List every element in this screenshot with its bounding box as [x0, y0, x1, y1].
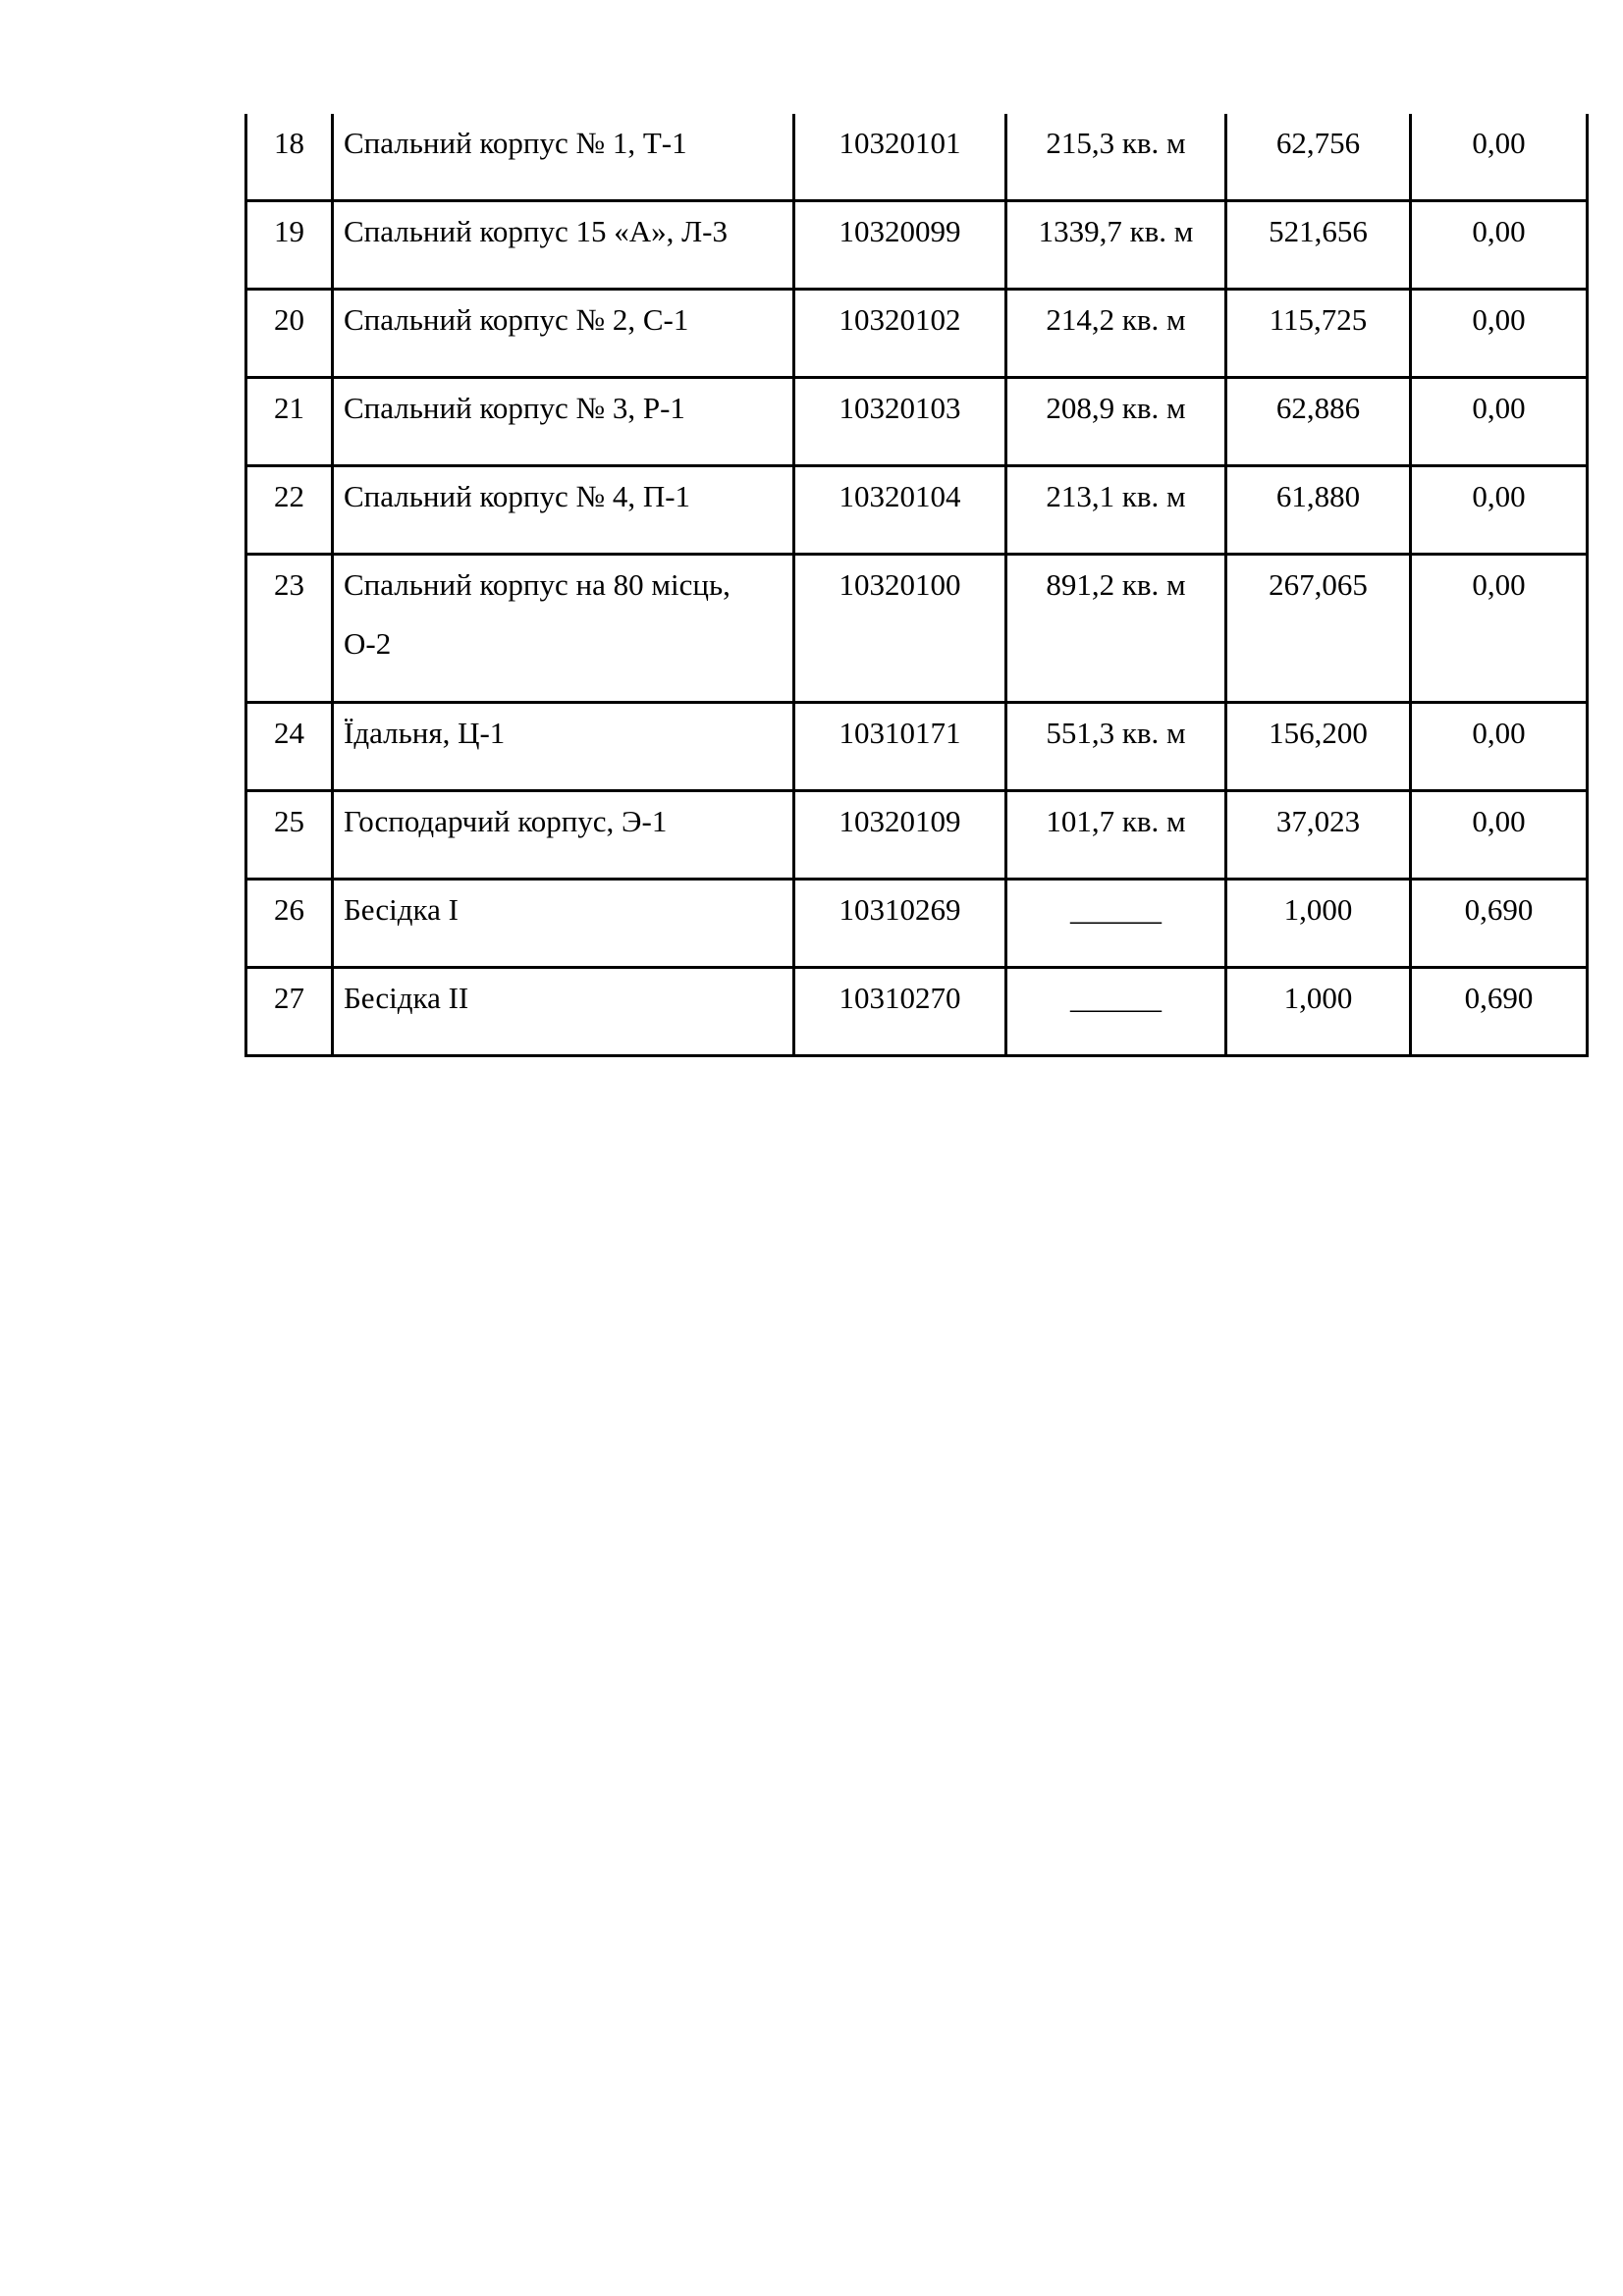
area: 1339,7 кв. м — [1006, 201, 1226, 290]
table-row — [246, 378, 1588, 466]
residual-value: 0,00 — [1411, 378, 1588, 466]
inventory-number: 10320102 — [794, 290, 1006, 378]
table-row — [246, 968, 1588, 1056]
inventory-number: 10320100 — [794, 555, 1006, 703]
residual-value: 0,690 — [1411, 968, 1588, 1056]
table-row — [246, 201, 1588, 290]
book-value: 1,000 — [1226, 968, 1411, 1056]
object-name: Їдальня, Ц-1 — [333, 703, 794, 791]
area: 215,3 кв. м — [1006, 114, 1226, 201]
object-name: Спальний корпус № 1, Т-1 — [333, 114, 794, 201]
row-number: 24 — [246, 703, 333, 791]
residual-value: 0,00 — [1411, 703, 1588, 791]
table-row — [246, 791, 1588, 880]
row-number: 21 — [246, 378, 333, 466]
area: 101,7 кв. м — [1006, 791, 1226, 880]
book-value: 62,756 — [1226, 114, 1411, 201]
table-row — [246, 114, 1588, 201]
property-table — [244, 114, 1589, 1057]
book-value: 37,023 — [1226, 791, 1411, 880]
residual-value: 0,00 — [1411, 466, 1588, 555]
row-number: 27 — [246, 968, 333, 1056]
inventory-number: 10320103 — [794, 378, 1006, 466]
object-name: Бесідка І — [333, 880, 794, 968]
table-row — [246, 555, 1588, 703]
object-name: Спальний корпус 15 «А», Л-3 — [333, 201, 794, 290]
area: 208,9 кв. м — [1006, 378, 1226, 466]
book-value: 267,065 — [1226, 555, 1411, 703]
book-value: 156,200 — [1226, 703, 1411, 791]
area: ______ — [1006, 880, 1226, 968]
book-value: 62,886 — [1226, 378, 1411, 466]
inventory-number: 10310270 — [794, 968, 1006, 1056]
residual-value: 0,00 — [1411, 791, 1588, 880]
inventory-number: 10320109 — [794, 791, 1006, 880]
row-number: 19 — [246, 201, 333, 290]
object-name: Спальний корпус № 2, С-1 — [333, 290, 794, 378]
inventory-number: 10320101 — [794, 114, 1006, 201]
object-name: Спальний корпус № 3, Р-1 — [333, 378, 794, 466]
area: 891,2 кв. м — [1006, 555, 1226, 703]
inventory-number: 10320104 — [794, 466, 1006, 555]
residual-value: 0,00 — [1411, 201, 1588, 290]
book-value: 115,725 — [1226, 290, 1411, 378]
object-name: Господарчий корпус, Э-1 — [333, 791, 794, 880]
row-number: 26 — [246, 880, 333, 968]
book-value: 61,880 — [1226, 466, 1411, 555]
object-name: Спальний корпус № 4, П-1 — [333, 466, 794, 555]
table-row — [246, 466, 1588, 555]
area: ______ — [1006, 968, 1226, 1056]
table-row — [246, 290, 1588, 378]
object-name: Бесідка ІІ — [333, 968, 794, 1056]
inventory-number: 10310269 — [794, 880, 1006, 968]
inventory-number: 10310171 — [794, 703, 1006, 791]
area: 214,2 кв. м — [1006, 290, 1226, 378]
residual-value: 0,690 — [1411, 880, 1588, 968]
inventory-number: 10320099 — [794, 201, 1006, 290]
residual-value: 0,00 — [1411, 290, 1588, 378]
book-value: 1,000 — [1226, 880, 1411, 968]
area: 551,3 кв. м — [1006, 703, 1226, 791]
row-number: 22 — [246, 466, 333, 555]
row-number: 23 — [246, 555, 333, 703]
row-number: 20 — [246, 290, 333, 378]
table-row — [246, 880, 1588, 968]
residual-value: 0,00 — [1411, 114, 1588, 201]
row-number: 18 — [246, 114, 333, 201]
book-value: 521,656 — [1226, 201, 1411, 290]
residual-value: 0,00 — [1411, 555, 1588, 703]
object-name: Спальний корпус на 80 місць, О-2 — [333, 555, 794, 703]
area: 213,1 кв. м — [1006, 466, 1226, 555]
table-row — [246, 703, 1588, 791]
row-number: 25 — [246, 791, 333, 880]
